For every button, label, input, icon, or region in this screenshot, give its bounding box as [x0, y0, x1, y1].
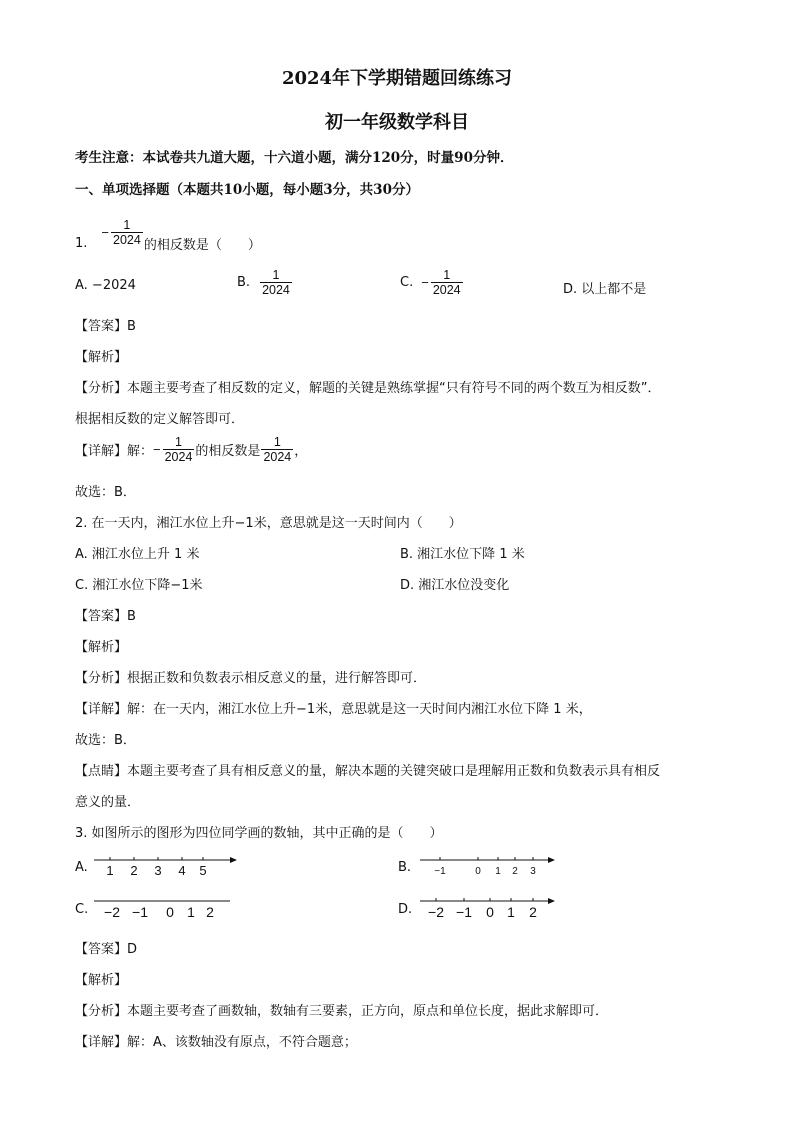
comment-text: 【点睛】本题主要考查了具有相反意义的量，解决本题的关键突破口是理解用正数和负数表示具有相反	[75, 764, 661, 779]
fraction	[431, 268, 463, 297]
answer-line: 【答案】B	[75, 609, 136, 624]
option-d: D. 湘江水位没变化	[400, 578, 510, 593]
detail-tail: ，	[294, 444, 308, 459]
option-d: D. 以上都不是	[563, 282, 647, 297]
option-a: A.	[75, 860, 88, 875]
axis-tick-label: 1	[106, 863, 114, 878]
option-c	[400, 268, 464, 297]
answer-line: 【答案】D	[75, 942, 138, 957]
fraction	[111, 218, 143, 247]
detail-line	[75, 435, 307, 464]
number-line-a	[90, 852, 240, 882]
axis-tick-label: 0	[166, 904, 174, 920]
fraction-denominator: 2024	[164, 450, 193, 464]
option-label: C.	[400, 275, 414, 290]
number-line-b	[418, 852, 558, 882]
option-c: C.	[75, 902, 89, 917]
question-stem-tail: 的相反数是（ ）	[143, 238, 261, 253]
number-line-d	[418, 893, 560, 923]
fraction-numerator: 1	[273, 435, 281, 449]
axis-tick-label: 3	[530, 866, 536, 877]
option-label: B.	[237, 275, 251, 290]
detail-mid: 的相反数是	[195, 444, 261, 459]
analysis-heading: 【解析】	[75, 973, 128, 988]
axis-tick-label: 1	[495, 866, 501, 877]
analysis-heading: 【解析】	[75, 350, 128, 365]
analysis-text: 【分析】本题主要考查了相反数的定义，解题的关键是熟练掌握“只有符号不同的两个数互为相反数”．	[75, 381, 661, 396]
fraction-denominator: 2024	[113, 233, 141, 247]
fraction-denominator: 2024	[262, 283, 290, 297]
minus-sign: −	[153, 442, 161, 457]
minus-sign: −	[101, 225, 109, 240]
axis-tick-label: 0	[486, 904, 494, 920]
page-subtitle: 初一年级数学科目	[325, 112, 469, 133]
option-a: A. 湘江水位上升 1 米	[75, 547, 200, 562]
analysis-text: 【分析】本题主要考查了画数轴，数轴有三要素，正方向，原点和单位长度，据此求解即可．	[75, 1004, 609, 1019]
option-a: A. −2024	[75, 278, 136, 293]
exam-notice: 考生注意：本试卷共九道大题，十六道小题，满分120分，时量90分钟．	[75, 150, 514, 166]
axis-tick-label: 0	[475, 866, 481, 877]
axis-tick-label: 2	[130, 863, 138, 878]
fraction	[260, 268, 292, 297]
option-b: B. 湘江水位下降 1 米	[400, 547, 525, 562]
fraction-denominator: 2024	[432, 283, 461, 297]
analysis-text: 根据相反数的定义解答即可．	[75, 412, 245, 427]
detail-prefix: 【详解】解：	[75, 444, 154, 459]
fraction-denominator: 2024	[263, 450, 292, 464]
option-b	[237, 268, 293, 297]
comment-text: 意义的量．	[75, 795, 141, 810]
page-title: 2024年下学期错题回练练习	[281, 68, 513, 89]
section-heading: 一、单项选择题（本题共10小题，每小题3分，共30分）	[75, 182, 419, 198]
axis-tick-label: −1	[132, 904, 148, 920]
option-c: C. 湘江水位下降−1米	[75, 578, 203, 593]
fraction	[163, 435, 195, 464]
fraction-numerator: 1	[175, 435, 182, 449]
axis-tick-label: −2	[104, 904, 120, 920]
choose-line: 故选：B．	[75, 733, 136, 748]
axis-tick-label: 2	[529, 904, 537, 920]
axis-tick-label: −1	[456, 904, 472, 920]
axis-tick-label: −1	[434, 866, 446, 877]
fraction-numerator: 1	[272, 268, 280, 282]
axis-tick-label: 2	[512, 866, 518, 877]
detail-line: 【详解】解：A、该数轴没有原点，不符合题意；	[75, 1035, 357, 1050]
axis-tick-label: 1	[187, 904, 195, 920]
detail-line: 【详解】解：在一天内，湘江水位上升−1米，意思就是这一天时间内湘江水位下降 1 米，	[75, 702, 592, 717]
question-1-stem	[75, 212, 261, 253]
fraction-numerator: 1	[123, 218, 131, 232]
question-number: 1.	[75, 236, 88, 251]
number-line-c	[92, 893, 237, 923]
question-2-stem: 2. 在一天内，湘江水位上升−1米，意思就是这一天时间内（ ）	[75, 516, 462, 531]
axis-tick-label: −2	[428, 904, 444, 920]
axis-tick-label: 3	[154, 863, 162, 878]
minus-sign: −	[421, 275, 429, 290]
option-b: B.	[398, 860, 412, 875]
fraction	[261, 435, 293, 464]
analysis-text: 【分析】根据正数和负数表示相反意义的量，进行解答即可．	[75, 671, 427, 686]
axis-tick-label: 1	[507, 904, 515, 920]
option-d: D.	[398, 902, 413, 917]
axis-tick-label: 5	[199, 863, 207, 878]
question-3-stem: 3. 如图所示的图形为四位同学画的数轴，其中正确的是（ ）	[75, 826, 443, 841]
analysis-heading: 【解析】	[75, 640, 128, 655]
axis-tick-label: 2	[206, 904, 214, 920]
axis-tick-label: 4	[178, 863, 186, 878]
choose-line: 故选：B．	[75, 485, 136, 500]
fraction-numerator: 1	[443, 268, 451, 282]
answer-line: 【答案】B	[75, 319, 136, 334]
